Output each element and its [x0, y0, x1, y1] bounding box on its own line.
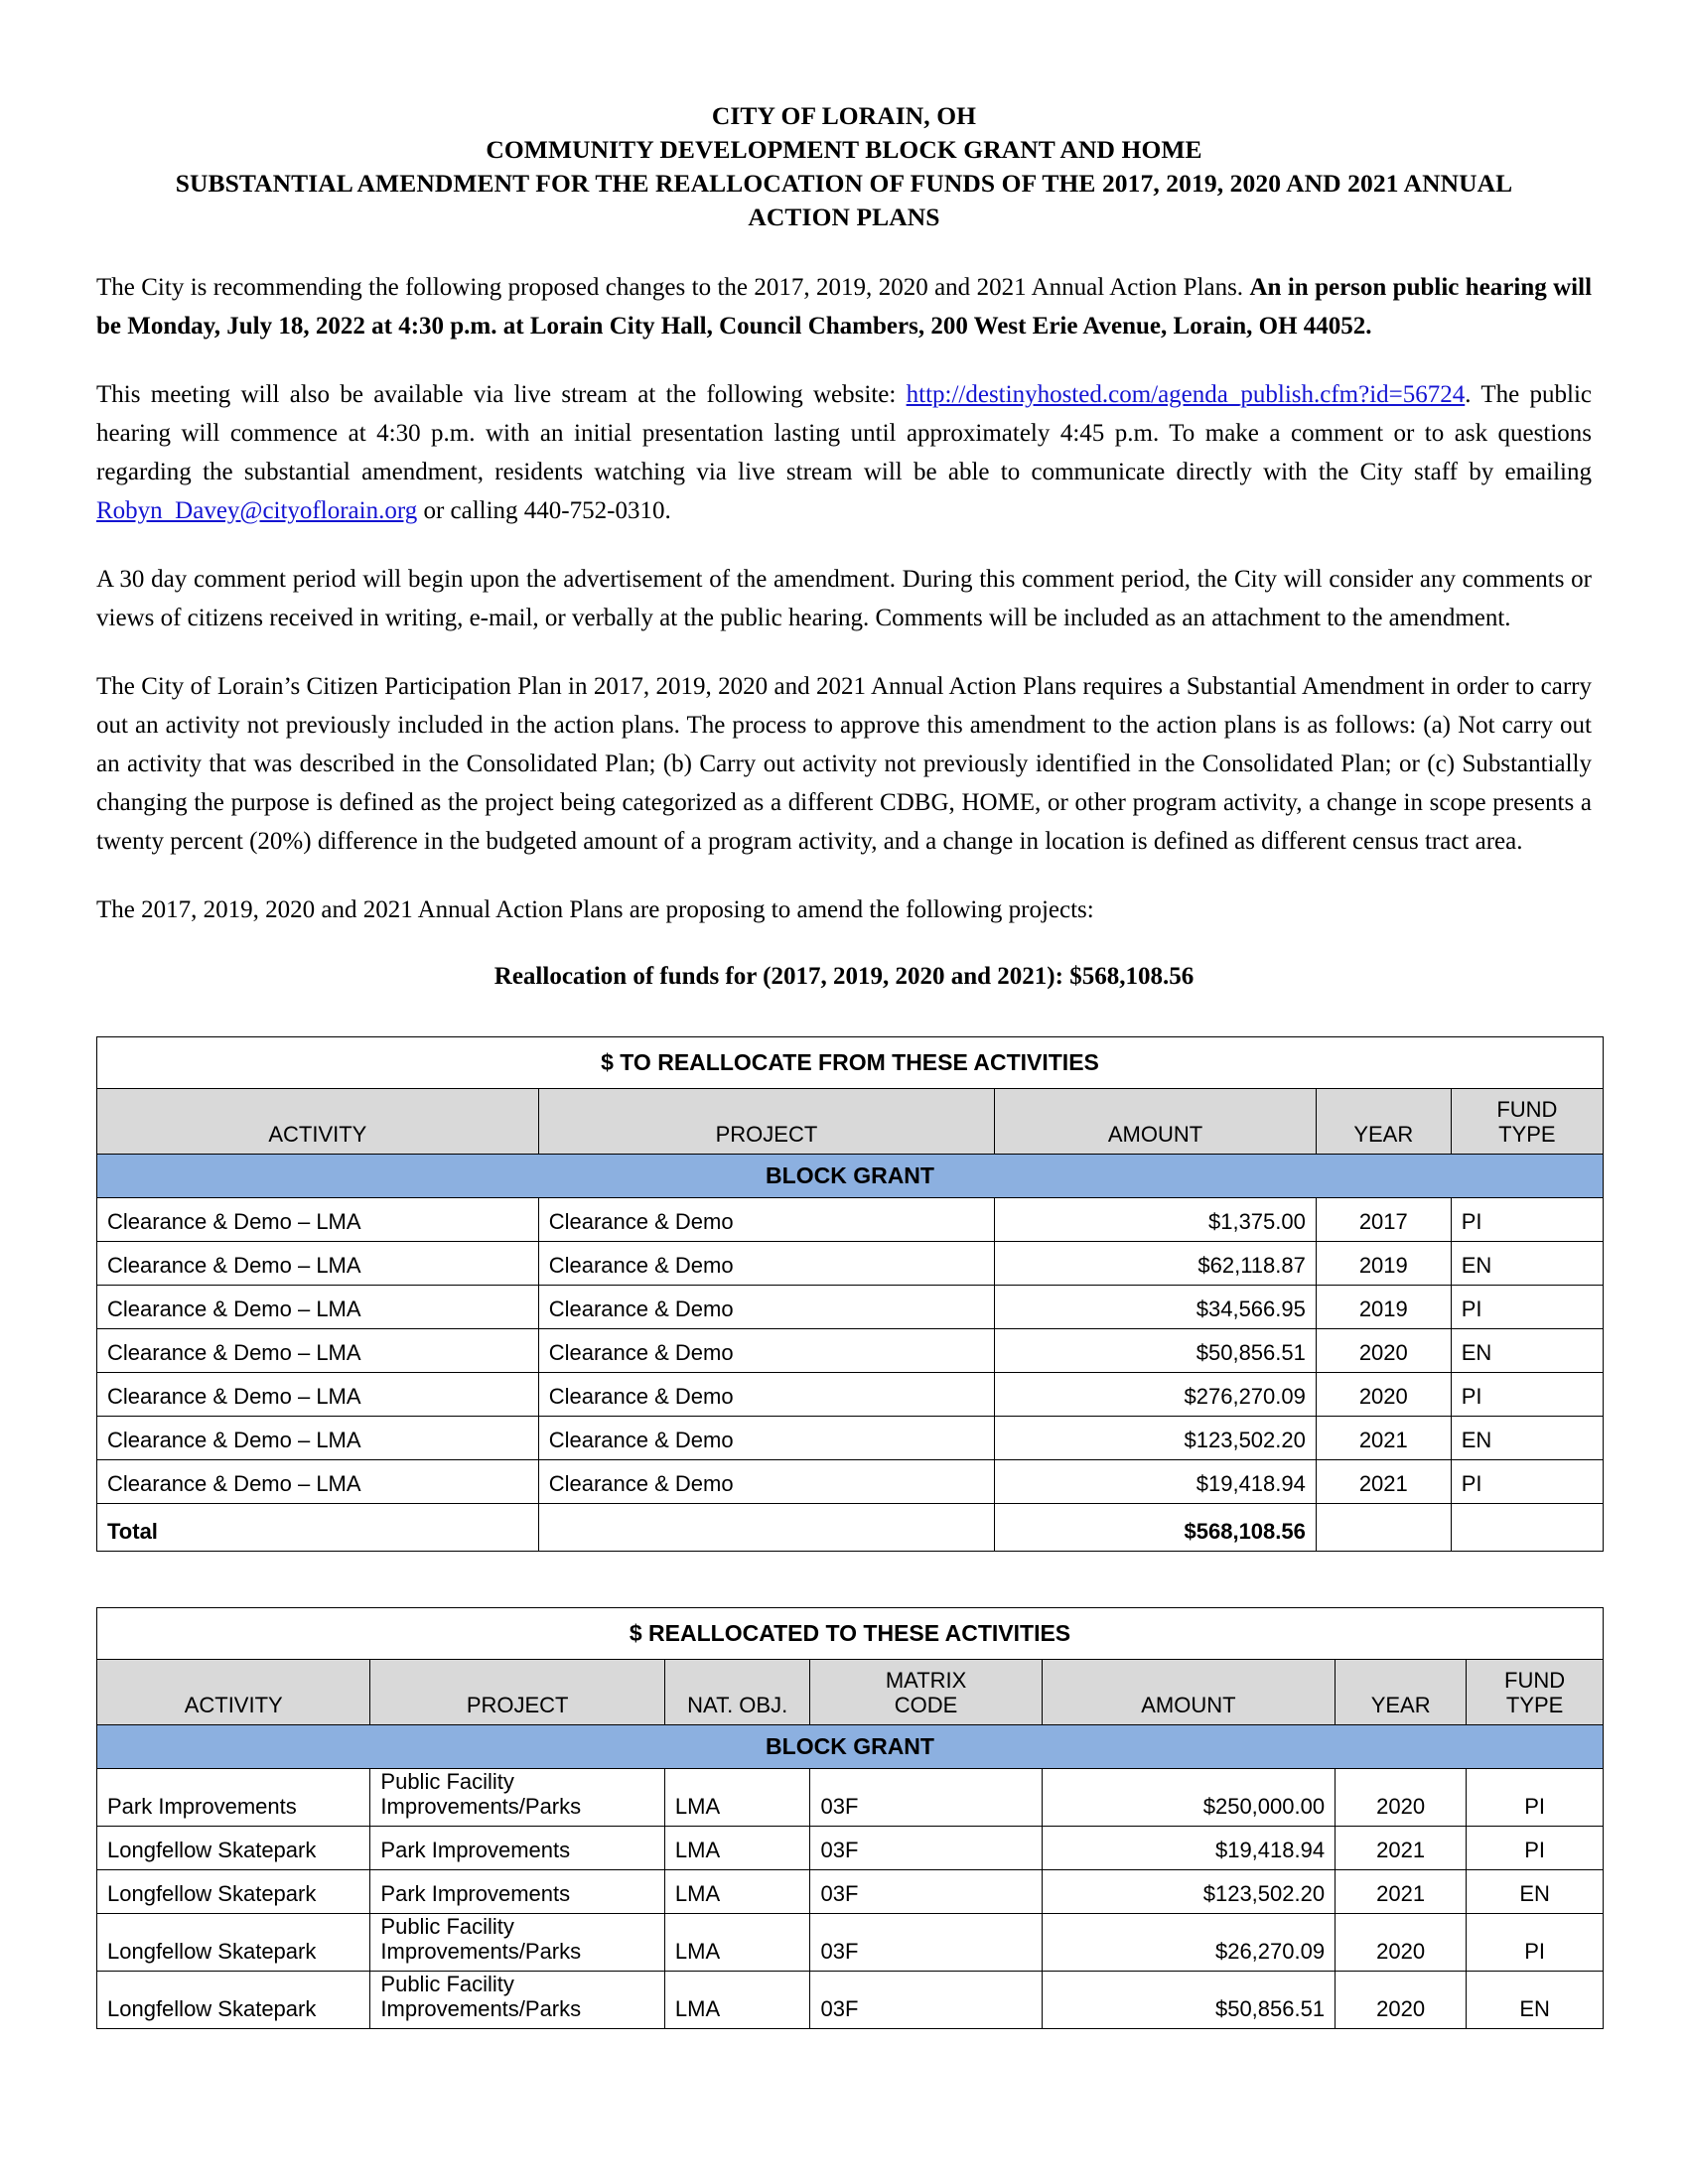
- total-fund-type: [1451, 1503, 1603, 1551]
- cell-amount: $50,856.51: [995, 1328, 1317, 1372]
- cell-nat-obj: LMA: [664, 1768, 810, 1826]
- table-caption-row: [97, 1607, 1604, 1659]
- cell-project-line2: Improvements/Parks: [380, 1794, 582, 1820]
- cell-project: Clearance & Demo: [538, 1328, 995, 1372]
- header-fund-type-line1: FUND: [1504, 1667, 1566, 1693]
- cell-amount: $26,270.09: [1042, 1913, 1335, 1971]
- table-row: [97, 1459, 1604, 1503]
- cell-activity: Park Improvements: [97, 1768, 370, 1826]
- header-fund-type: [1451, 1088, 1603, 1154]
- public-hearing-details: An in person public hearing will be Monday, July 18, 2022 at 4:30 p.m. at Lorain City Hall, Council Chambers, 200 West Erie Avenue, Lorain, OH 44052.: [96, 273, 1593, 340]
- header-project: PROJECT: [370, 1659, 665, 1724]
- cell-nat-obj: LMA: [664, 1869, 810, 1913]
- cell-fund-type: PI: [1467, 1826, 1604, 1869]
- cell-fund-type: PI: [1451, 1459, 1603, 1503]
- cell-year: 2020: [1336, 1971, 1467, 2028]
- paragraph-livestream: [96, 375, 1592, 530]
- cell-fund-type: EN: [1451, 1416, 1603, 1459]
- cell-matrix-code: 03F: [810, 1971, 1042, 2028]
- cell-project: Clearance & Demo: [538, 1459, 995, 1503]
- cell-year: 2021: [1316, 1459, 1451, 1503]
- header-amount: AMOUNT: [1042, 1659, 1335, 1724]
- cell-amount: $276,270.09: [995, 1372, 1317, 1416]
- cell-project: Clearance & Demo: [538, 1241, 995, 1285]
- cell-fund-type: EN: [1451, 1328, 1603, 1372]
- total-label: Total: [97, 1503, 539, 1551]
- header-year: YEAR: [1336, 1659, 1467, 1724]
- cell-year: 2021: [1316, 1416, 1451, 1459]
- table-row: [97, 1241, 1604, 1285]
- cell-amount: $19,418.94: [1042, 1826, 1335, 1869]
- title-line-4: ACTION PLANS: [748, 202, 940, 231]
- cell-nat-obj: LMA: [664, 1971, 810, 2028]
- header-nat-obj: NAT. OBJ.: [664, 1659, 810, 1724]
- cell-year: 2021: [1336, 1826, 1467, 1869]
- cell-matrix-code: 03F: [810, 1869, 1042, 1913]
- cell-project: Park Improvements: [370, 1826, 665, 1869]
- table-row: [97, 1826, 1604, 1869]
- header-matrix-code: [810, 1659, 1042, 1724]
- header-activity: ACTIVITY: [97, 1659, 370, 1724]
- table-band-row: [97, 1154, 1604, 1197]
- table-band-row: [97, 1724, 1604, 1768]
- cell-fund-type: PI: [1451, 1197, 1603, 1241]
- cell-year: 2020: [1336, 1768, 1467, 1826]
- cell-project: [370, 1913, 665, 1971]
- cell-fund-type: PI: [1451, 1372, 1603, 1416]
- cell-fund-type: PI: [1451, 1285, 1603, 1328]
- table-row: [97, 1372, 1604, 1416]
- paragraph-comment-period: A 30 day comment period will begin upon the advertisement of the amendment. During this comment period, the City will consider any comments or views of citizens received in writing, e-mail, or verbally at the public hearing. Comments will be included as an attachment to the amendment.: [96, 565, 1592, 631]
- table-row: [97, 1768, 1604, 1826]
- cell-year: 2019: [1316, 1241, 1451, 1285]
- cell-project: [370, 1768, 665, 1826]
- cell-amount: $62,118.87: [995, 1241, 1317, 1285]
- cell-activity: Clearance & Demo – LMA: [97, 1459, 539, 1503]
- cell-amount: $123,502.20: [995, 1416, 1317, 1459]
- cell-matrix-code: 03F: [810, 1826, 1042, 1869]
- cell-fund-type: EN: [1451, 1241, 1603, 1285]
- cell-fund-type: PI: [1467, 1768, 1604, 1826]
- cell-amount: $1,375.00: [995, 1197, 1317, 1241]
- paragraph-recommendation-text: The City is recommending the following proposed changes to the 2017, 2019, 2020 and 2021 Annual Action Plans.: [96, 273, 1250, 301]
- cell-project: [370, 1971, 665, 2028]
- table-caption-row: [97, 1036, 1604, 1088]
- cell-amount: $19,418.94: [995, 1459, 1317, 1503]
- total-project: [538, 1503, 995, 1551]
- header-project: PROJECT: [538, 1088, 995, 1154]
- cell-matrix-code: 03F: [810, 1913, 1042, 1971]
- paragraph-recommendation: [96, 268, 1592, 345]
- header-matrix-line1: MATRIX: [885, 1667, 967, 1693]
- cell-amount: $50,856.51: [1042, 1971, 1335, 2028]
- cell-project: Clearance & Demo: [538, 1285, 995, 1328]
- cell-activity: Clearance & Demo – LMA: [97, 1372, 539, 1416]
- table-row: [97, 1913, 1604, 1971]
- cell-amount: $250,000.00: [1042, 1768, 1335, 1826]
- reallocated-to-table: [96, 1607, 1604, 2029]
- table-row: [97, 1869, 1604, 1913]
- cell-year: 2019: [1316, 1285, 1451, 1328]
- table-header-row: [97, 1659, 1604, 1724]
- contact-email-link[interactable]: Robyn_Davey@cityoflorain.org: [96, 496, 418, 524]
- cell-fund-type: EN: [1467, 1869, 1604, 1913]
- cell-activity: Clearance & Demo – LMA: [97, 1241, 539, 1285]
- cell-project: Park Improvements: [370, 1869, 665, 1913]
- header-amount: AMOUNT: [995, 1088, 1317, 1154]
- header-fund-type-line2: TYPE: [1498, 1122, 1556, 1148]
- cell-activity: Clearance & Demo – LMA: [97, 1416, 539, 1459]
- cell-year: 2021: [1336, 1869, 1467, 1913]
- total-year: [1316, 1503, 1451, 1551]
- band-block-grant: BLOCK GRANT: [97, 1724, 1604, 1768]
- cell-amount: $123,502.20: [1042, 1869, 1335, 1913]
- cell-year: 2020: [1336, 1913, 1467, 1971]
- table-row: [97, 1285, 1604, 1328]
- cell-year: 2020: [1316, 1328, 1451, 1372]
- title-line-3: SUBSTANTIAL AMENDMENT FOR THE REALLOCATION OF FUNDS OF THE 2017, 2019, 2020 AND 2021 ANNUAL: [175, 168, 1513, 198]
- livestream-text-tail: or calling 440-752-0310.: [417, 496, 671, 524]
- livestream-url-link[interactable]: http://destinyhosted.com/agenda_publish.cfm?id=56724: [906, 380, 1466, 408]
- cell-activity: Longfellow Skatepark: [97, 1913, 370, 1971]
- cell-year: 2020: [1316, 1372, 1451, 1416]
- page-title: [96, 99, 1592, 234]
- cell-matrix-code: 03F: [810, 1768, 1042, 1826]
- header-activity: ACTIVITY: [97, 1088, 539, 1154]
- cell-project: Clearance & Demo: [538, 1372, 995, 1416]
- cell-activity: Clearance & Demo – LMA: [97, 1285, 539, 1328]
- cell-project-line1: Public Facility: [380, 1913, 514, 1939]
- header-matrix-line2: CODE: [894, 1693, 958, 1718]
- table-row: [97, 1197, 1604, 1241]
- table-row: [97, 1328, 1604, 1372]
- cell-activity: Clearance & Demo – LMA: [97, 1328, 539, 1372]
- table-row: [97, 1971, 1604, 2028]
- cell-project: Clearance & Demo: [538, 1416, 995, 1459]
- table-to-caption: $ REALLOCATED TO THESE ACTIVITIES: [97, 1607, 1604, 1659]
- cell-project-line2: Improvements/Parks: [380, 1996, 582, 2022]
- title-line-1: CITY OF LORAIN, OH: [711, 101, 977, 130]
- paragraph-proposed-amend: The 2017, 2019, 2020 and 2021 Annual Action Plans are proposing to amend the following projects:: [96, 895, 1094, 923]
- livestream-text-mid: . The public hearing will commence at 4:30 p.m. with an initial presentation lasting until approximately 4:45 p.m. To make a comment or to ask questions regarding the substantial amendment, residents watching via live stream will be able to communicate directly with the City staff by emailing: [96, 380, 1592, 485]
- table-total-row: [97, 1503, 1604, 1551]
- reallocation-total-heading: Reallocation of funds for (2017, 2019, 2020 and 2021): $568,108.56: [493, 962, 1195, 990]
- title-line-2: COMMUNITY DEVELOPMENT BLOCK GRANT AND HOME: [486, 134, 1202, 164]
- table-from-caption: $ TO REALLOCATE FROM THESE ACTIVITIES: [97, 1036, 1604, 1088]
- cell-fund-type: PI: [1467, 1913, 1604, 1971]
- table-header-row: [97, 1088, 1604, 1154]
- header-fund-type-line2: TYPE: [1505, 1693, 1564, 1718]
- cell-nat-obj: LMA: [664, 1913, 810, 1971]
- cell-activity: Longfellow Skatepark: [97, 1869, 370, 1913]
- livestream-text-lead: This meeting will also be available via live stream at the following website:: [96, 380, 907, 408]
- cell-project-line1: Public Facility: [380, 1768, 514, 1794]
- cell-nat-obj: LMA: [664, 1826, 810, 1869]
- cell-amount: $34,566.95: [995, 1285, 1317, 1328]
- cell-year: 2017: [1316, 1197, 1451, 1241]
- header-year: YEAR: [1316, 1088, 1451, 1154]
- paragraph-citizen-participation: The City of Lorain’s Citizen Participation Plan in 2017, 2019, 2020 and 2021 Annual Action Plans requires a Substantial Amendment in order to carry out an activity not previously included in the action plans. The process to approve this amendment to the action plans is as follows: (a) Not carry out an activity that was described in the Consolidated Plan; (b) Carry out activity not previously identified in the Consolidated Plan; or (c) Substantially changing the purpose is defined as the project being categorized as a different CDBG, HOME, or other program activity, a change in scope presents a twenty percent (20%) difference in the budgeted amount of a program activity, and a change in location is defined as different census tract area.: [96, 672, 1592, 855]
- cell-activity: Longfellow Skatepark: [97, 1971, 370, 2028]
- cell-activity: Clearance & Demo – LMA: [97, 1197, 539, 1241]
- cell-project: Clearance & Demo: [538, 1197, 995, 1241]
- header-fund-type-line1: FUND: [1496, 1096, 1558, 1122]
- header-fund-type: [1467, 1659, 1604, 1724]
- total-amount: $568,108.56: [995, 1503, 1317, 1551]
- reallocate-from-table: [96, 1036, 1604, 1552]
- table-row: [97, 1416, 1604, 1459]
- cell-fund-type: EN: [1467, 1971, 1604, 2028]
- band-block-grant: BLOCK GRANT: [97, 1154, 1604, 1197]
- cell-project-line2: Improvements/Parks: [380, 1939, 582, 1965]
- cell-activity: Longfellow Skatepark: [97, 1826, 370, 1869]
- cell-project-line1: Public Facility: [380, 1971, 514, 1996]
